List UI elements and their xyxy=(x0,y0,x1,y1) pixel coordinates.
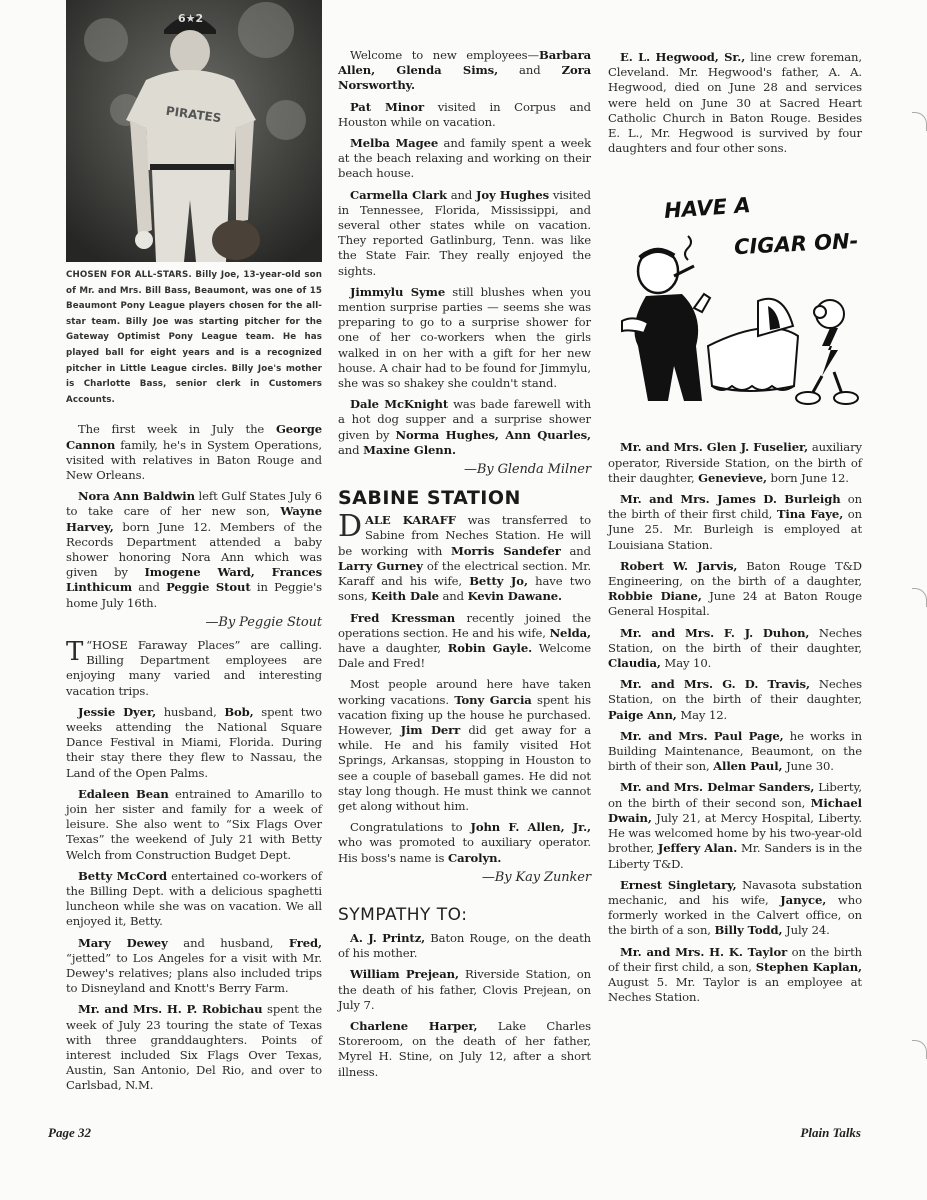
paragraph-burleigh: Mr. and Mrs. James D. Burleigh on the birth of their first child, Tina Faye, on June 25. Mr. Burleigh is employed at Louisiana Station. xyxy=(608,492,862,552)
paragraph-harper: Charlene Harper, Lake Charles Storeroom, on the death of her father, Myrel H. Stine, on July 12, after a short illness. xyxy=(338,1018,591,1079)
paragraph-singletary: Ernest Singletary, Navasota substation mechanic, and his wife, Janyce, who formerly worked in the Calvert office, on the birth of a son, Billy Todd, July 24. xyxy=(608,877,862,938)
byline-kay-zunker: —By Kay Zunker xyxy=(481,869,591,885)
paragraph-prejean: William Prejean, Riverside Station, on the death of his father, Clovis Prejean, on July 7. xyxy=(338,967,591,1012)
paragraph-dewey: Mary Dewey and husband, Fred, “jetted” to Los Angeles for a visit with Mr. Dewey's relatives; plans also included trips to Disneyland and Knott's Berry Farm. xyxy=(66,935,322,996)
column-1 xyxy=(66,0,322,1100)
paragraph-karaff: DALE KARAFF was transferred to Sabine from Neches Station. He will be working with Morris Sandefer and Larry Gurney of the electrical section. Mr. Karaff and his wife, Betty Jo, have two sons, Keith Dale and Kevin Dawane. xyxy=(338,509,591,604)
binder-mark xyxy=(912,588,927,607)
baseball-player-image xyxy=(66,0,322,262)
paragraph-mcknight: Dale McKnight was bade farewell with a hot dog supper and a surprise shower given by Norma Hughes, Ann Quarles, and Maxine Glenn. xyxy=(338,397,591,457)
byline-glenda-milner: —By Glenda Milner xyxy=(463,462,591,478)
paragraph-mccord: Betty McCord entertained co-workers of the Billing Dept. with a delicious spaghetti luncheon while she was on vacation. We all enjoyed it, Betty. xyxy=(66,868,322,929)
paragraph-syme: Jimmylu Syme still blushes when you mention surprise parties — seems she was preparing to go to a surprise shower for one of her co-workers when the girls walked in on her with a gift for her new house. A chair had to be found for Jimmylu, she was so shakey she couldn't stand. xyxy=(338,284,591,391)
paragraph-bean: Edaleen Bean entrained to Amarillo to join her sister and family for a week of leisure. She also went to “Six Flags Over Texas” the weekend of July 21 with Betty Welch from Construction Budget Dept. xyxy=(66,786,323,862)
all-star-photo xyxy=(66,0,322,262)
paragraph-jarvis: Robert W. Jarvis, Baton Rouge T&D Engineering, on the birth of a daughter, Robbie Diane, June 24 at Baton Rouge General Hospital. xyxy=(608,558,862,619)
binder-mark xyxy=(912,112,927,131)
paragraph-sanders: Mr. and Mrs. Delmar Sanders, Liberty, on the birth of their second son, Michael Dwain, July 21, at Mercy Hospital, Liberty. He was welcomed home by his two-year-old brother, Jeffery Alan. Mr. Sanders is in the Liberty T&D. xyxy=(608,780,863,871)
paragraph-fuselier: Mr. and Mrs. Glen J. Fuselier, auxiliary operator, Riverside Station, on the birth of their daughter, Genevieve, born June 12. xyxy=(608,440,862,485)
heading-sabine-station: SABINE STATION xyxy=(338,487,521,510)
paragraph-page: Mr. and Mrs. Paul Page, he works in Building Maintenance, Beaumont, on the birth of their son, Allen Paul, June 30. xyxy=(608,728,862,774)
paragraph-taylor: Mr. and Mrs. H. K. Taylor on the birth of their first child, a son, Stephen Kaplan, August 5. Mr. Taylor is an employee at Neches Station. xyxy=(608,944,862,1005)
paragraph-kressman: Fred Kressman recently joined the operations section. He and his wife, Nelda, have a daughter, Robin Gayle. Welcome Dale and Fred! xyxy=(338,610,591,671)
cartoon-text-line1: HAVE A xyxy=(663,193,752,224)
column-2 xyxy=(338,48,591,1086)
cigar-cartoon xyxy=(608,193,862,426)
cartoon-text-line2: CIGAR ON- xyxy=(733,229,859,260)
drop-cap: D xyxy=(338,509,362,545)
svg-text:6★2: 6★2 xyxy=(178,12,204,25)
paragraph-allen: Congratulations to John F. Allen, Jr., who was promoted to auxiliary operator. His boss's name is Carolyn. xyxy=(338,820,591,865)
paragraph-hegwood: E. L. Hegwood, Sr., line crew foreman, Cleveland. Mr. Hegwood's father, A. A. Hegwood, died on June 28 and services were held on June 30 at Sacred Heart Catholic Church in Baton Rouge. Besides E. L., Mr. Hegwood is survived by four daughters and four other sons. xyxy=(608,50,862,156)
cartoon-illustration xyxy=(608,196,862,426)
paragraph-baldwin: Nora Ann Baldwin left Gulf States July 6 to take care of her new son, Wayne Harvey, born June 12. Members of the Records Department attended a baby shower honoring Nora Ann which was given by Imogene Ward, Frances Linthicum and Peggie Stout in Peggie's home July 16th. xyxy=(66,489,323,610)
publication-name: Plain Talks xyxy=(800,1125,861,1140)
drop-cap: T xyxy=(66,636,84,667)
byline-peggie-stout: —By Peggie Stout xyxy=(205,614,322,630)
paragraph-cannon: The first week in July the George Cannon family, he's in System Operations, visited with relatives in Baton Rouge and New Orleans. xyxy=(66,422,322,482)
paragraph-robichau: Mr. and Mrs. H. P. Robichau spent the week of July 23 touring the state of Texas with three granddaughters. Points of interest included Six Flags Over Texas, Austin, San Antonio, Del Rio, and over to Carlsbad, N.M. xyxy=(66,1002,322,1093)
paragraph-printz: A. J. Printz, Baton Rouge, on the death of his mother. xyxy=(338,930,592,961)
paragraph-dyer: Jessie Dyer, husband, Bob, spent two weeks attending the National Square Dance Festival in Miami, Florida. During their stay there they flew to Nassau, the Land of the Open Palms. xyxy=(66,704,322,780)
photo-caption: CHOSEN FOR ALL-STARS. Billy Joe, 13-year-old son of Mr. and Mrs. Bill Bass, Beaumont, was one of 15 Beaumont Pony League players chosen for the all-star team. Billy Joe was starting pitcher for the Gateway Optimist Pony League team. He has played ball for eight years and is a recognized pitcher in Little League circles. Billy Joe's mother is Charlotte Bass, senior clerk in Customers Accounts. xyxy=(66,270,322,405)
paragraph-duhon: Mr. and Mrs. F. J. Duhon, Neches Station, on the birth of their daughter, Claudia, May 10. xyxy=(608,625,862,671)
paragraph-minor: Pat Minor visited in Corpus and Houston while on vacation. xyxy=(338,99,591,129)
paragraph-working-vacations: Most people around here have taken working vacations. Tony Garcia spent his vacation fixing up the house he purchased. However, Jim Derr did get away for a while. He and his family visited Hot Springs, Arkansas, stopping in Houston to see a couple of baseball games. He did not stay long though. He must think we cannot get along without him. xyxy=(338,677,592,813)
binder-mark xyxy=(912,1040,927,1059)
paragraph-welcome: Welcome to new employees—Barbara Allen, Glenda Sims, and Zora Norsworthy. xyxy=(338,48,591,93)
page-number: Page 32 xyxy=(48,1125,91,1140)
paragraph-faraway-places: “ T HOSE Faraway Places” are calling. Billing Department employees are enjoying many varied and interesting vacation trips. xyxy=(66,636,322,698)
svg-text:PIRATES: PIRATES xyxy=(164,103,223,126)
column-3 xyxy=(608,50,862,1011)
paragraph-magee: Melba Magee and family spent a week at the beach relaxing and working on their beach house. xyxy=(338,136,591,181)
paragraph-travis: Mr. and Mrs. G. D. Travis, Neches Station, on the birth of their daughter, Paige Ann, May 12. xyxy=(608,677,862,722)
paragraph-clark-hughes: Carmella Clark and Joy Hughes visited in Tennessee, Florida, Mississippi, and several other states while on vacation. They reported Gatlinburg, Tenn. was like the State Fair. They really enjoyed the sights. xyxy=(338,187,591,278)
heading-sympathy: SYMPATHY TO: xyxy=(338,904,468,925)
